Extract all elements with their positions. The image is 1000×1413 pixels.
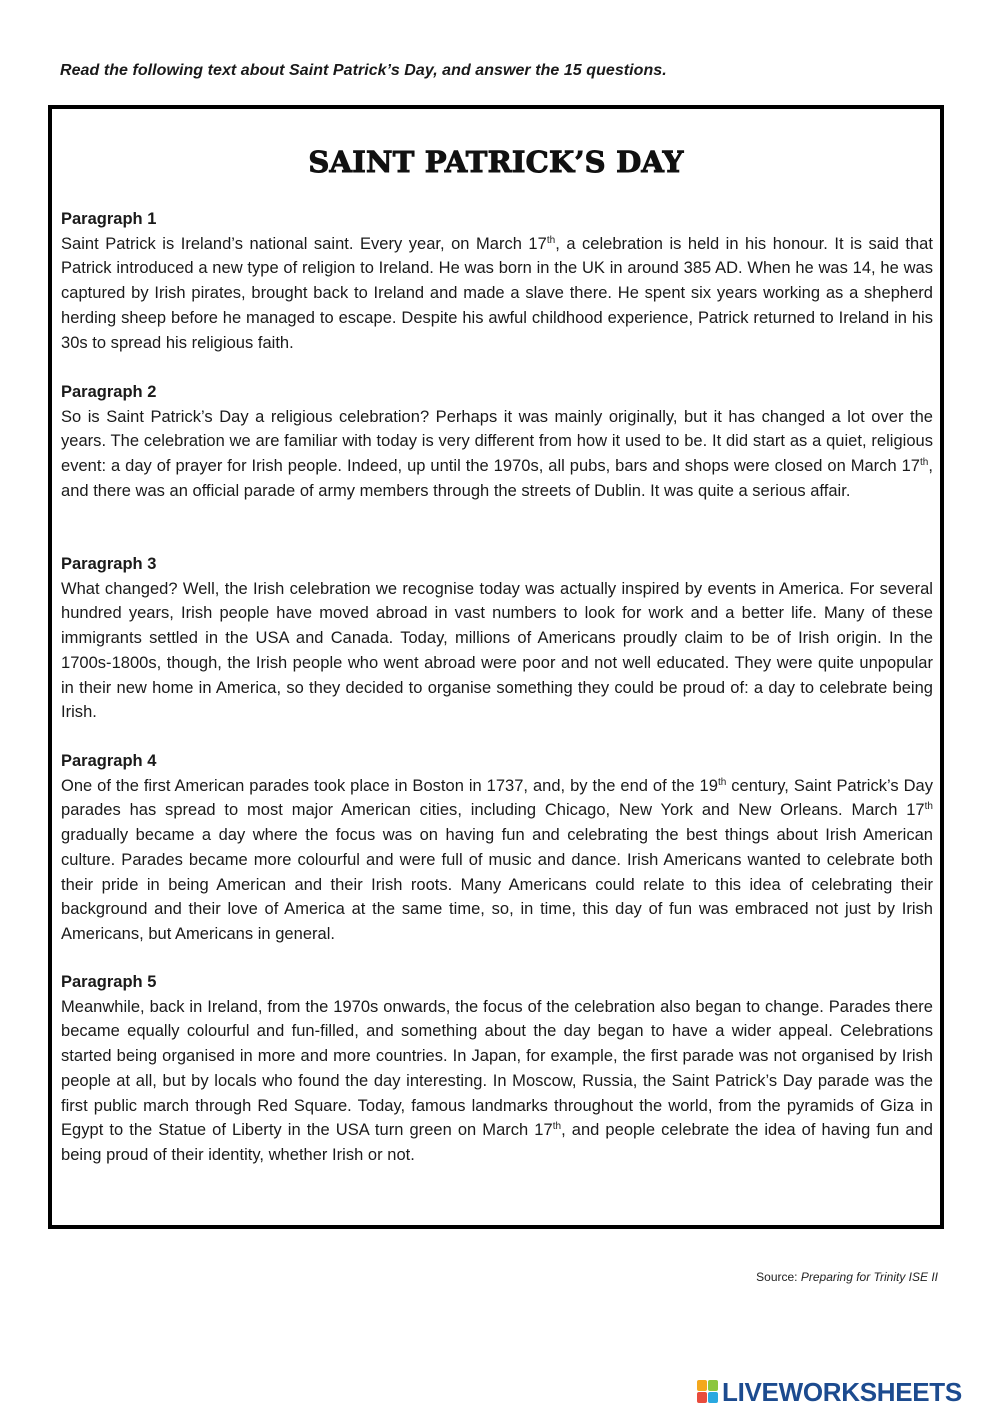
- paragraph-body: Meanwhile, back in Ireland, from the 1970s onwards, the focus of the celebration also began to change. Parades there became equally colourful and fun-filled, and something about the day began to have a wider appeal. Celebrations started being organised in more and more countries. In Japan, for example, the first parade was not organised by Irish people at all, but by locals who found the day interesting. In Moscow, Russia, the Saint Patrick’s Day parade was the first public march through Red Square. Today, famous landmarks throughout the world, from the pyramids of Giza in Egypt to the Statue of Liberty in the USA turn green on March 17th, and people celebrate the idea of having fun and being proud of their identity, whether Irish or not.: [61, 997, 934, 1164]
- paragraph-heading: Paragraph 2: [61, 383, 157, 401]
- paragraph-body: What changed? Well, the Irish celebration we recognise today was actually inspired by events in America. For several hundred years, Irish people have moved abroad in vast numbers to look for work and a better life. Many of these immigrants settled in the USA and Canada. Today, millions of Americans proudly claim to be of Irish origin. In the 1700s-1800s, though, the Irish people who went abroad were poor and not well educated. They were quite unpopular in their new home in America, so they decided to organise something they could be proud of: a day to celebrate being Irish.: [61, 579, 933, 722]
- paragraph-2: [61, 380, 933, 504]
- paragraph-body: Saint Patrick is Ireland’s national saint. Every year, on March 17th, a celebration is held in his honour. It is said that Patrick introduced a new type of religion to Ireland. He was born in the UK in around 385 AD. When he was 14, he was captured by Irish pirates, brought back to Ireland and made a slave there. He spent six years working as a shepherd herding sheep before he managed to escape. Despite his awful childhood experience, Patrick returned to Ireland in his 30s to spread his religious faith.: [61, 234, 933, 352]
- instruction-text: Read the following text about Saint Patrick’s Day, and answer the 15 questions.: [60, 62, 667, 79]
- paragraph-body: One of the first American parades took place in Boston in 1737, and, by the end of the 19th century, Saint Patrick’s Day parades has spread to most major American cities, including Chicago, New York and New Orleans. March 17th gradually became a day where the focus was on having fun and celebrating the best things about Irish American culture. Parades became more colourful and were full of music and dance. Irish Americans wanted to celebrate both their pride in being American and their Irish roots. Many Americans could relate to this idea of celebrating their background and their love of America at the same time, so, in time, this day of fun was embraced not just by Irish Americans, but Americans in general.: [61, 776, 933, 943]
- paragraph-heading: Paragraph 5: [61, 973, 157, 991]
- text-frame: [48, 105, 944, 1229]
- document-title: SAINT PATRICK’S DAY: [308, 145, 684, 179]
- paragraph-heading: Paragraph 4: [61, 752, 157, 770]
- brand-name: LIVEWORKSHEETS: [722, 1376, 962, 1407]
- source-citation: Source: Preparing for Trinity ISE II: [756, 1270, 938, 1284]
- paragraph-heading: Paragraph 1: [61, 210, 157, 228]
- paragraph-heading: Paragraph 3: [61, 555, 157, 573]
- paragraph-5: [61, 970, 933, 1168]
- liveworksheets-logo-icon: [697, 1380, 719, 1404]
- paragraph-1: [61, 207, 933, 355]
- paragraph-body: So is Saint Patrick’s Day a religious celebration? Perhaps it was mainly originally, but it has changed a lot over the years. The celebration we are familiar with today is very different from how it used to be. It did start as a quiet, religious event: a day of prayer for Irish people. Indeed, up until the 1970s, all pubs, bars and shops were closed on March 17th, and there was an official parade of army members through the streets of Dublin. It was quite a serious affair.: [61, 407, 933, 500]
- paragraph-3: [61, 552, 933, 725]
- liveworksheets-brand: [697, 1377, 962, 1407]
- paragraph-4: [61, 749, 933, 947]
